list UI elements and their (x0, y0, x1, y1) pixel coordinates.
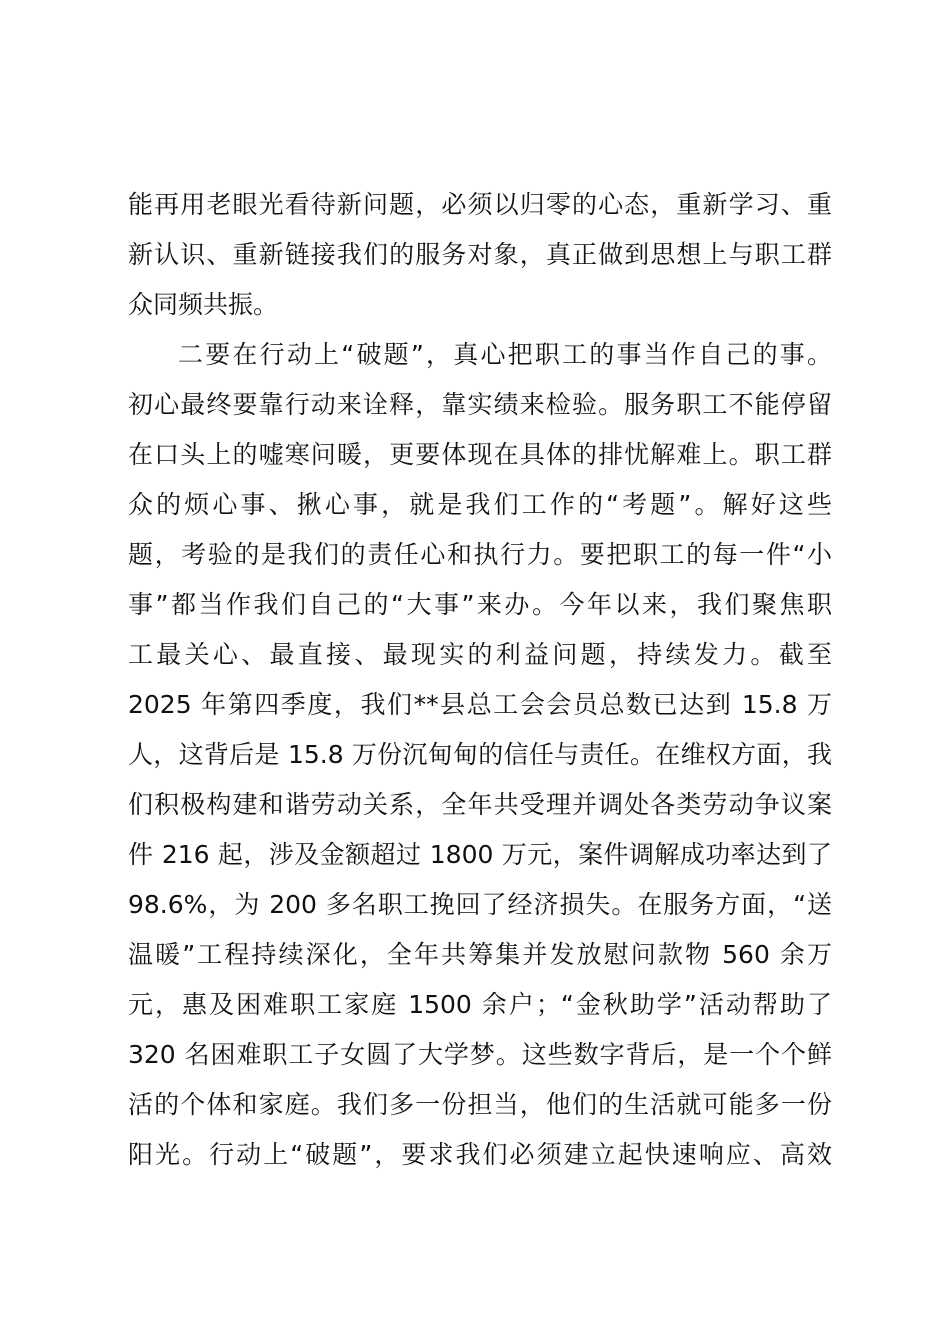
text-line: 活的个体和家庭。我们多一份担当，他们的生活就可能多一份 (128, 1090, 832, 1119)
text-line: 题，考验的是我们的责任心和执行力。要把职工的每一件“小 (128, 540, 832, 569)
text-line: 温暖”工程持续深化，全年共筹集并发放慰问款物 560 余万 (128, 940, 832, 969)
text-line: 能再用老眼光看待新问题，必须以归零的心态，重新学习、重 (128, 190, 832, 219)
text-line: 新认识、重新链接我们的服务对象，真正做到思想上与职工群 (128, 240, 832, 269)
text-line: 2025 年第四季度，我们**县总工会会员总数已达到 15.8 万 (128, 690, 832, 719)
text-line: 初心最终要靠行动来诠释，靠实绩来检验。服务职工不能停留 (128, 390, 832, 419)
text-line: 人，这背后是 15.8 万份沉甸甸的信任与责任。在维权方面，我 (128, 740, 832, 769)
text-line: 众的烦心事、揪心事，就是我们工作的“考题”。解好这些 (128, 490, 832, 519)
text-line: 众同频共振。 (128, 290, 279, 319)
text-line: 在口头上的嘘寒问暖，更要体现在具体的排忧解难上。职工群 (128, 440, 832, 469)
text-line: 元，惠及困难职工家庭 1500 余户；“金秋助学”活动帮助了 (128, 990, 832, 1019)
text-line: 们积极构建和谐劳动关系，全年共受理并调处各类劳动争议案 (128, 790, 832, 819)
text-line: 320 名困难职工子女圆了大学梦。这些数字背后，是一个个鲜 (128, 1040, 832, 1069)
text-line: 工最关心、最直接、最现实的利益问题，持续发力。截至 (128, 640, 832, 669)
text-line: 事”都当作我们自己的“大事”来办。今年以来，我们聚焦职 (128, 590, 832, 619)
text-line: 件 216 起，涉及金额超过 1800 万元，案件调解成功率达到了 (128, 840, 832, 869)
text-line: 阳光。行动上“破题”，要求我们必须建立起快速响应、高效 (128, 1140, 832, 1169)
body-text (128, 180, 832, 1180)
paragraph-first-line: 二要在行动上“破题”，真心把职工的事当作自己的事。 (178, 340, 832, 369)
text-line: 98.6%，为 200 多名职工挽回了经济损失。在服务方面，“送 (128, 890, 832, 919)
